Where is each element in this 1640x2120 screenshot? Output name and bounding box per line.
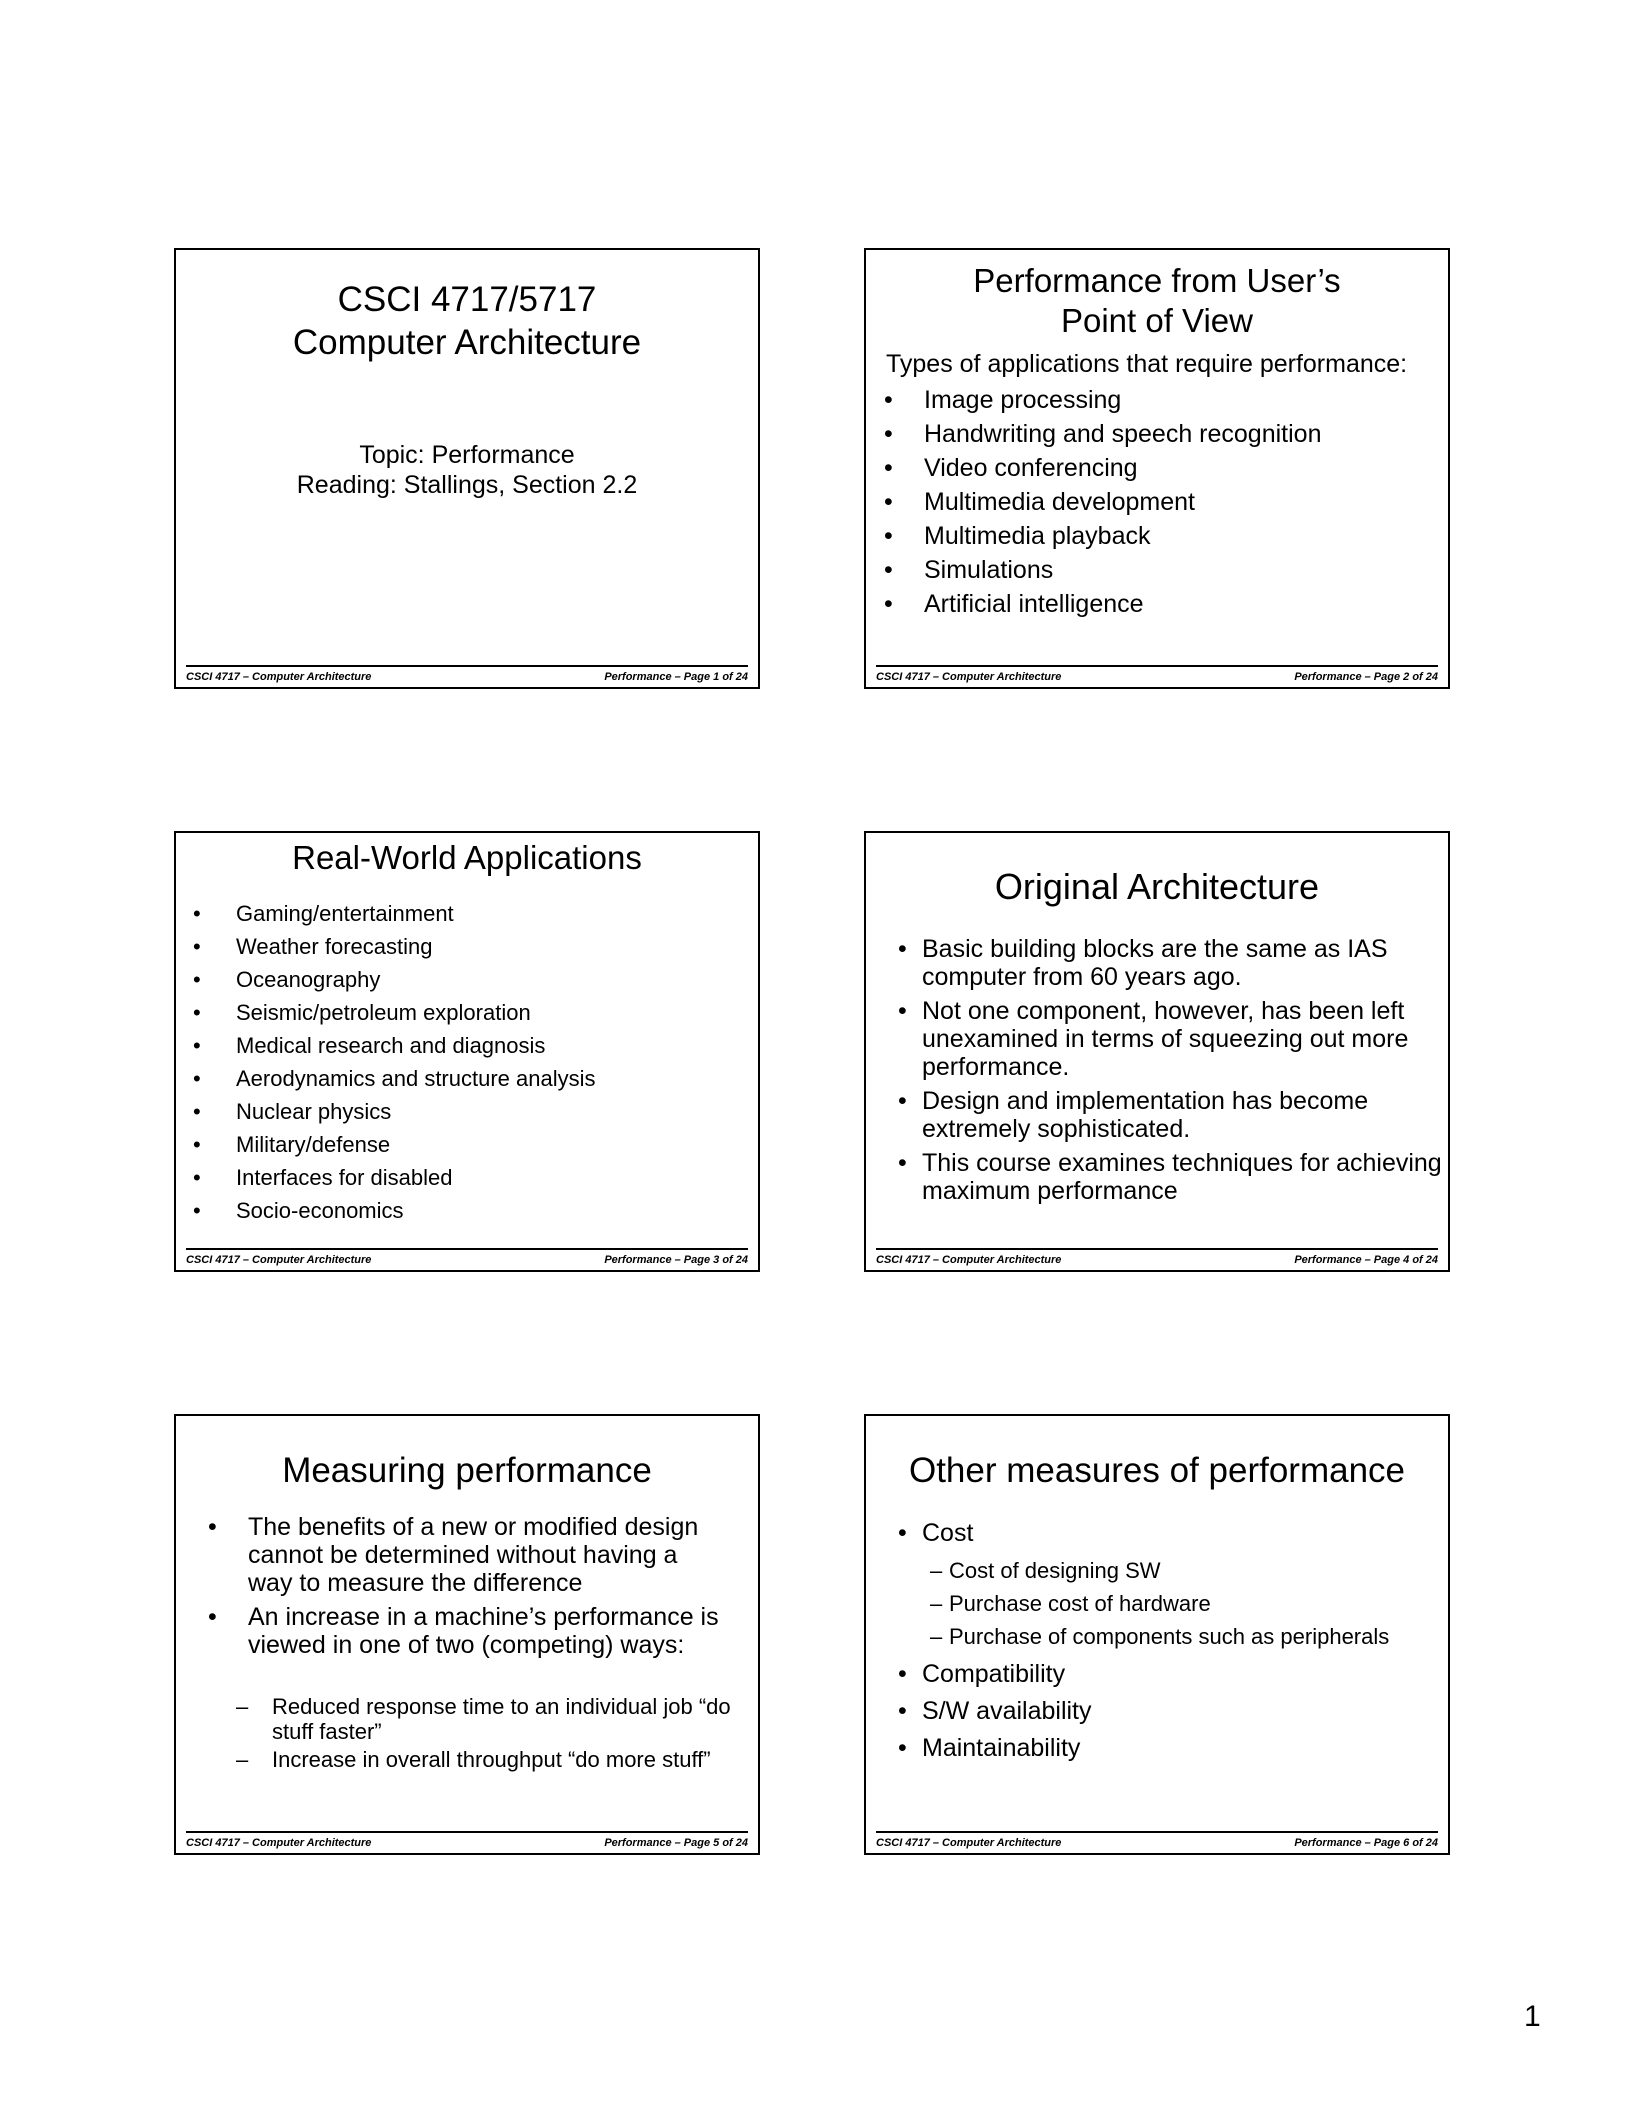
item-text: Video conferencing [924, 454, 1138, 482]
footer-page: Performance – Page 2 of 24 [1294, 671, 1438, 683]
slide-title [866, 1449, 1448, 1492]
list-item [193, 1161, 596, 1194]
dash-icon: – [930, 1558, 943, 1583]
item-text: Multimedia development [924, 488, 1195, 516]
item-text: This course examines techniques for achieving maximum performance [922, 1149, 1442, 1205]
footer-course: CSCI 4717 – Computer Architecture [876, 1837, 1062, 1849]
list-item [193, 1194, 596, 1227]
list-item [898, 1149, 1442, 1205]
list-item [193, 996, 596, 1029]
list-item [898, 997, 1442, 1081]
bullet-icon: • [193, 1132, 201, 1157]
slide-title [866, 261, 1448, 341]
list-item [884, 485, 1321, 519]
item-text: Basic building blocks are the same as IAS computer from 60 years ago. [922, 935, 1388, 991]
sub-bullet-list [236, 1694, 732, 1775]
item-text: Military/defense [236, 1132, 391, 1157]
slide-3 [174, 831, 760, 1272]
item-text: Cost [922, 1519, 974, 1547]
list-item [884, 417, 1321, 451]
item-text: Simulations [924, 556, 1054, 584]
bullet-icon: • [884, 454, 893, 482]
subtitle-line: Topic: Performance [359, 441, 575, 469]
dash-icon: – [930, 1624, 943, 1649]
bullet-icon: • [898, 1734, 907, 1762]
slide-2 [864, 248, 1450, 689]
bullet-list [208, 1513, 728, 1665]
slide-footer [186, 665, 748, 684]
lead-text: Types of applications that require performance: [886, 350, 1408, 378]
slide-6 [864, 1414, 1450, 1855]
slide-footer [186, 1831, 748, 1850]
item-text: Nuclear physics [236, 1099, 392, 1124]
bullet-icon: • [884, 386, 893, 414]
list-item [193, 1095, 596, 1128]
slide-5 [174, 1414, 760, 1855]
bullet-icon: • [884, 556, 893, 584]
title-line: Measuring performance [282, 1451, 652, 1490]
item-text: The benefits of a new or modified design cannot be determined without having a way to measure the difference [248, 1513, 699, 1597]
sub-list-item [930, 1620, 1389, 1653]
slide-title [176, 1449, 758, 1492]
sub-list-item [930, 1587, 1389, 1620]
bullet-icon: • [193, 967, 201, 992]
item-text: Interfaces for disabled [236, 1165, 453, 1190]
list-item [193, 963, 596, 996]
footer-course: CSCI 4717 – Computer Architecture [186, 671, 372, 683]
bullet-icon: • [898, 1697, 907, 1725]
bullet-icon: • [884, 488, 893, 516]
sub-list-item [236, 1747, 732, 1772]
list-item [898, 1693, 1092, 1730]
title-line: Other measures of performance [908, 1451, 1406, 1490]
bullet-icon: • [208, 1513, 217, 1541]
slide-footer [876, 665, 1438, 684]
bullet-icon: • [884, 590, 893, 618]
item-text: Purchase of components such as peripherals [949, 1624, 1390, 1649]
bullet-list [898, 1518, 973, 1548]
title-line: Performance from User’s [973, 262, 1341, 299]
list-item [884, 519, 1321, 553]
item-text: Weather forecasting [236, 934, 433, 959]
item-text: Handwriting and speech recognition [924, 420, 1322, 448]
item-text: Medical research and diagnosis [236, 1033, 546, 1058]
list-item [898, 935, 1442, 991]
bullet-icon: • [898, 935, 907, 963]
list-item [193, 1029, 596, 1062]
bullet-icon: • [884, 420, 893, 448]
list-item [884, 451, 1321, 485]
item-text: Maintainability [922, 1734, 1081, 1762]
list-item [193, 897, 596, 930]
item-text: Image processing [924, 386, 1122, 414]
bullet-icon: • [193, 934, 201, 959]
slide-title [176, 836, 758, 879]
bullet-icon: • [898, 1660, 907, 1688]
title-line: CSCI 4717/5717 [337, 280, 597, 319]
item-text: Purchase cost of hardware [949, 1591, 1211, 1616]
slide-title [176, 278, 758, 364]
list-item [193, 930, 596, 963]
bullet-list [884, 383, 1321, 621]
bullet-icon: • [208, 1603, 217, 1631]
bullet-icon: • [898, 1519, 907, 1547]
title-line: Point of View [1060, 302, 1253, 339]
sub-list-item [236, 1694, 732, 1744]
list-item [898, 1656, 1092, 1693]
bullet-list [193, 897, 596, 1227]
bullet-list [898, 1656, 1092, 1767]
footer-page: Performance – Page 1 of 24 [604, 671, 748, 683]
bullet-icon: • [193, 1000, 201, 1025]
bullet-icon: • [193, 1198, 201, 1223]
item-text: Cost of designing SW [949, 1558, 1161, 1583]
item-text: An increase in a machine’s performance is viewed in one of two (competing) ways: [248, 1603, 719, 1659]
bullet-icon: • [193, 1066, 201, 1091]
list-item [193, 1062, 596, 1095]
footer-course: CSCI 4717 – Computer Architecture [186, 1254, 372, 1266]
subtitle-line: Reading: Stallings, Section 2.2 [296, 471, 638, 499]
dash-icon: – [930, 1591, 943, 1616]
item-text: Design and implementation has become extremely sophisticated. [922, 1087, 1369, 1143]
dash-icon: – [236, 1694, 249, 1719]
slide-title [866, 865, 1448, 908]
slide-footer [876, 1831, 1438, 1850]
item-text: Gaming/entertainment [236, 901, 454, 926]
list-item [193, 1128, 596, 1161]
bullet-icon: • [898, 1087, 907, 1115]
list-item [884, 587, 1321, 621]
item-text: Artificial intelligence [924, 590, 1144, 618]
bullet-icon: • [898, 1149, 907, 1177]
bullet-icon: • [193, 901, 201, 926]
list-item [208, 1603, 728, 1659]
footer-course: CSCI 4717 – Computer Architecture [876, 1254, 1062, 1266]
list-item [884, 553, 1321, 587]
item-text: S/W availability [922, 1697, 1092, 1725]
bullet-icon: • [898, 997, 907, 1025]
slide-subtitle [176, 440, 758, 500]
slide-1 [174, 248, 760, 689]
footer-page: Performance – Page 5 of 24 [604, 1837, 748, 1849]
sub-bullet-list [930, 1554, 1389, 1653]
slide-4 [864, 831, 1450, 1272]
dash-icon: – [236, 1747, 249, 1772]
footer-course: CSCI 4717 – Computer Architecture [876, 671, 1062, 683]
footer-page: Performance – Page 6 of 24 [1294, 1837, 1438, 1849]
footer-page: Performance – Page 3 of 24 [604, 1254, 748, 1266]
slide-footer [876, 1248, 1438, 1267]
list-item [884, 383, 1321, 417]
item-text: Increase in overall throughput “do more stuff” [272, 1747, 711, 1772]
list-item [898, 1087, 1442, 1143]
title-line: Original Architecture [994, 866, 1320, 907]
list-item [208, 1513, 728, 1597]
footer-course: CSCI 4717 – Computer Architecture [186, 1837, 372, 1849]
title-line: Computer Architecture [292, 323, 642, 362]
bullet-icon: • [193, 1165, 201, 1190]
item-text: Seismic/petroleum exploration [236, 1000, 531, 1025]
footer-page: Performance – Page 4 of 24 [1294, 1254, 1438, 1266]
slide-footer [186, 1248, 748, 1267]
item-text: Compatibility [922, 1660, 1066, 1688]
bullet-icon: • [193, 1099, 201, 1124]
item-text: Socio-economics [236, 1198, 404, 1223]
page-number: 1 [1524, 2000, 1541, 2033]
bullet-icon: • [193, 1033, 201, 1058]
bullet-icon: • [884, 522, 893, 550]
bullet-list [898, 935, 1442, 1211]
list-item [898, 1730, 1092, 1767]
item-text: Multimedia playback [924, 522, 1151, 550]
list-item [898, 1518, 973, 1548]
sub-list-item [930, 1554, 1389, 1587]
item-text: Reduced response time to an individual job “do stuff faster” [272, 1694, 731, 1744]
title-line: Real-World Applications [292, 839, 642, 876]
item-text: Not one component, however, has been left unexamined in terms of squeezing out more performance. [922, 997, 1409, 1081]
item-text: Oceanography [236, 967, 381, 992]
item-text: Aerodynamics and structure analysis [236, 1066, 596, 1091]
